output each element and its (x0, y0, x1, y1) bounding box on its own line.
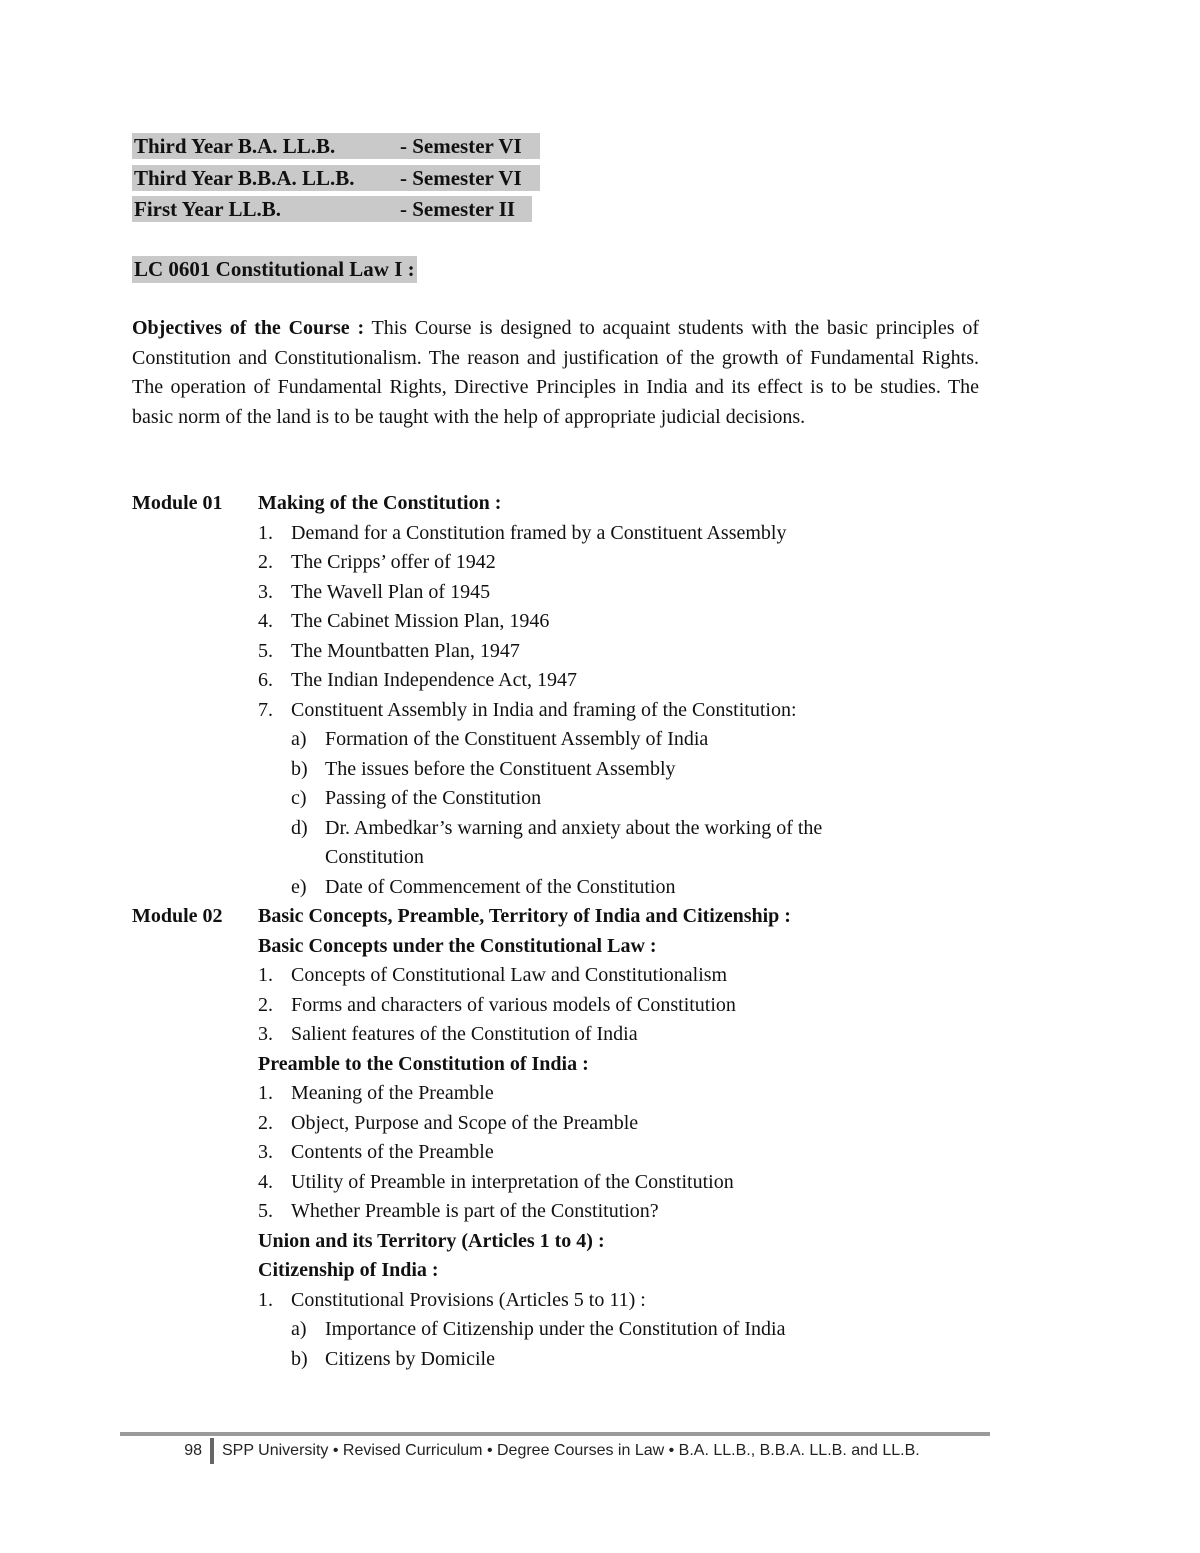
item-letter: d) (291, 816, 308, 839)
year-name: Third Year B.B.A. LL.B. (134, 165, 355, 190)
sub-list-item (291, 1345, 1032, 1375)
item-text: Date of Commencement of the Constitution (325, 875, 676, 898)
section-heading: Union and its Territory (Articles 1 to 4) : (258, 1229, 605, 1252)
list-item (258, 1197, 1032, 1227)
list-item (258, 1109, 1032, 1139)
module-label: Module 01 (132, 492, 223, 514)
sub-list-item (291, 725, 1032, 755)
list-item (258, 519, 1032, 549)
item-text: Meaning of the Preamble (291, 1082, 494, 1104)
item-letter: b) (291, 1347, 308, 1370)
sub-list-item (291, 814, 1032, 873)
item-text: Importance of Citizenship under the Constitution of India (325, 1318, 786, 1340)
list-item (258, 1286, 1032, 1316)
list-item (258, 607, 1032, 637)
item-letter: c) (291, 787, 307, 809)
footer-separator (210, 1438, 214, 1464)
item-text: The issues before the Constituent Assembly (325, 757, 676, 780)
year-row (132, 133, 540, 159)
module-02 (132, 902, 1032, 1374)
section-heading: Basic Concepts under the Constitutional Law : (258, 934, 657, 957)
item-text: The Wavell Plan of 1945 (291, 580, 491, 603)
page-footer (120, 1432, 992, 1466)
year-semester-block (132, 133, 540, 228)
item-number: 2. (258, 551, 273, 573)
item-text: Dr. Ambedkar’s warning and anxiety about the working of the Constitution (325, 816, 823, 868)
item-text: Citizens by Domicile (325, 1347, 495, 1370)
semester-label: - Semester VI (400, 134, 522, 158)
list-item (258, 991, 1032, 1021)
list-item (258, 1168, 1032, 1198)
semester-label: - Semester VI (400, 165, 522, 190)
item-number: 5. (258, 1200, 273, 1222)
item-number: 5. (258, 639, 273, 662)
module-label: Module 02 (132, 905, 223, 927)
item-letter: e) (291, 875, 307, 898)
list-item (258, 637, 1032, 667)
item-number: 2. (258, 993, 273, 1016)
sub-list-item (291, 873, 1032, 903)
course-title: LC 0601 Constitutional Law I : (134, 257, 415, 281)
list-item (258, 1020, 1032, 1050)
item-text: Concepts of Constitutional Law and Constitutionalism (291, 964, 728, 986)
item-number: 1. (258, 521, 273, 544)
item-number: 2. (258, 1111, 273, 1134)
item-text: Constituent Assembly in India and framing of the Constitution: (291, 698, 797, 721)
page-number: 98 (184, 1442, 202, 1459)
year-name: Third Year B.A. LL.B. (134, 134, 336, 158)
item-text: Formation of the Constituent Assembly of India (325, 728, 709, 750)
list-item (258, 1138, 1032, 1168)
item-text: Demand for a Constitution framed by a Constituent Assembly (291, 521, 787, 544)
item-text: Whether Preamble is part of the Constitution? (291, 1200, 659, 1222)
item-text: The Cripps’ offer of 1942 (291, 551, 496, 573)
item-number: 4. (258, 1170, 273, 1193)
objectives-label: Objectives of the Course : (132, 317, 365, 339)
item-number: 3. (258, 1141, 273, 1163)
module-heading: Basic Concepts, Preamble, Territory of India and Citizenship : (258, 905, 791, 927)
item-number: 1. (258, 964, 273, 986)
item-text: Constitutional Provisions (Articles 5 to 11) : (291, 1288, 646, 1311)
item-number: 7. (258, 698, 273, 721)
item-text: Utility of Preamble in interpretation of the Constitution (291, 1170, 734, 1193)
item-number: 6. (258, 669, 273, 691)
footer-text: SPP University • Revised Curriculum • Degree Courses in Law • B.A. LL.B., B.B.A. LL.B. and LL.B. (222, 1442, 920, 1459)
item-letter: a) (291, 728, 307, 750)
sub-list-item (291, 755, 1032, 785)
item-number: 3. (258, 1023, 273, 1045)
course-objectives (132, 314, 979, 432)
item-text: Passing of the Constitution (325, 787, 542, 809)
item-text: The Cabinet Mission Plan, 1946 (291, 610, 550, 632)
item-number: 3. (258, 580, 273, 603)
item-number: 1. (258, 1288, 273, 1311)
section-heading: Preamble to the Constitution of India : (258, 1052, 589, 1075)
item-number: 1. (258, 1082, 273, 1104)
module-01 (132, 489, 1032, 902)
year-row (132, 165, 540, 191)
item-text: The Mountbatten Plan, 1947 (291, 639, 520, 662)
list-item (258, 578, 1032, 608)
list-item (258, 548, 1032, 578)
item-text: Contents of the Preamble (291, 1141, 494, 1163)
section-heading: Citizenship of India : (258, 1259, 439, 1281)
objectives-text: This Course is designed to acquaint students with the basic principles of Constitution and Constitutionalism. The reason and justification of the growth of Fundamental Rights. The operation of Fundamental Rights, Directive Principles in India and its effect is to be studies. The basic norm of the land is to be taught with the help of appropriate judicial decisions. (132, 317, 980, 428)
item-letter: b) (291, 757, 308, 780)
list-item (258, 1079, 1032, 1109)
item-text: The Indian Independence Act, 1947 (291, 669, 578, 691)
modules-list (132, 489, 1032, 1374)
module-heading: Making of the Constitution : (258, 492, 502, 514)
item-letter: a) (291, 1318, 307, 1340)
sub-list-item (291, 784, 1032, 814)
list-item (258, 666, 1032, 696)
year-row (132, 196, 532, 222)
list-item (258, 961, 1032, 991)
item-text: Salient features of the Constitution of India (291, 1023, 638, 1045)
item-text: Object, Purpose and Scope of the Preamble (291, 1111, 639, 1134)
year-name: First Year LL.B. (134, 197, 281, 221)
item-text: Forms and characters of various models of Constitution (291, 993, 736, 1016)
list-item (258, 696, 1032, 726)
semester-label: - Semester II (400, 197, 516, 221)
sub-list-item (291, 1315, 1032, 1345)
item-number: 4. (258, 610, 273, 632)
